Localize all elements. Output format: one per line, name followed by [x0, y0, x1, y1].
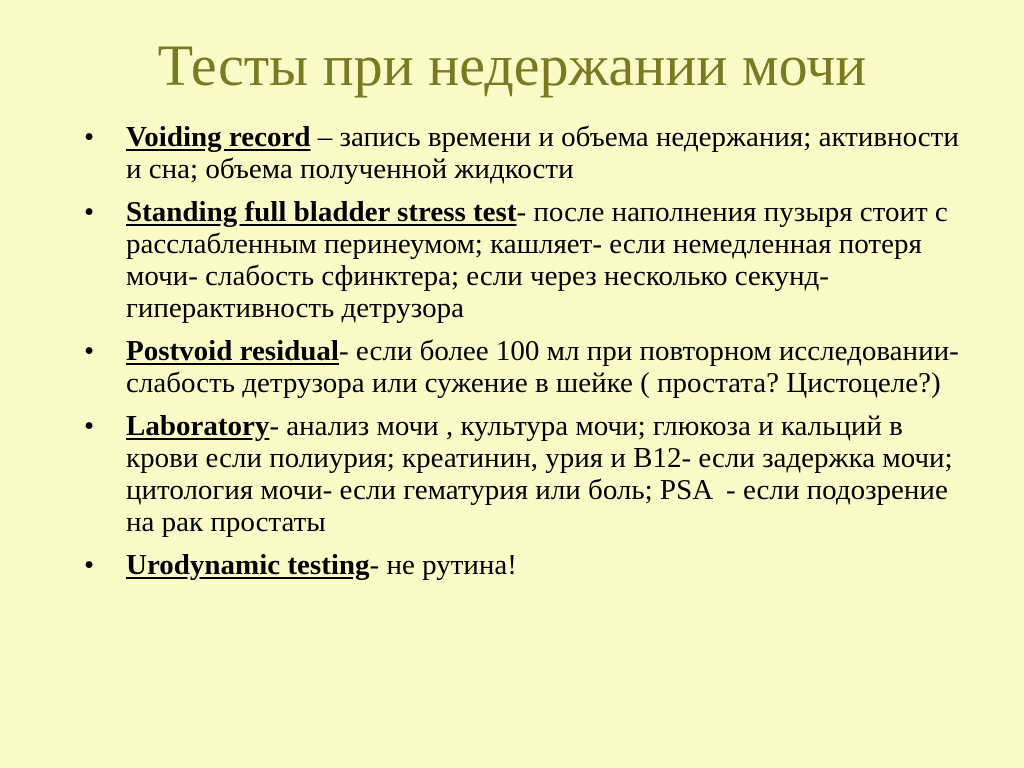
bullet-list	[84, 121, 964, 592]
bullet-item-laboratory	[84, 410, 964, 538]
bullet-text: - после наполнения пузыря стоит с расслабленным перинеумом; кашляет- если немедленная потеря мочи- слабость сфинктера; если через несколько секунд- гиперактивность детрузора	[126, 196, 948, 324]
bullet-text: - не рутина!	[369, 549, 517, 581]
bullet-text: – запись времени и объема недержания; активности и сна; объема полученной жидкости	[126, 121, 959, 185]
bullet-item-voiding-record	[84, 121, 964, 185]
bullet-item-postvoid-residual	[84, 335, 964, 399]
bullet-term: Standing full bladder stress test	[126, 196, 517, 228]
bullet-item-urodynamic-testing	[84, 549, 964, 581]
bullet-icon: •	[84, 121, 95, 153]
bullet-text: - если более 100 мл при повторном исследовании- слабость детрузора или сужение в шейке ( простата? Цистоцеле?)	[126, 335, 959, 399]
bullet-term: Postvoid residual	[126, 335, 339, 367]
bullet-icon: •	[84, 196, 95, 228]
slide-title: Тесты при недержании мочи	[157, 33, 867, 98]
bullet-icon: •	[84, 335, 95, 367]
bullet-icon: •	[84, 410, 95, 442]
bullet-term: Voiding record	[126, 121, 311, 153]
bullet-icon: •	[84, 549, 95, 581]
bullet-term: Urodynamic testing	[126, 549, 370, 581]
bullet-term: Laboratory	[126, 410, 270, 442]
bullet-item-stress-test	[84, 196, 964, 324]
bullet-text: - анализ мочи , культура мочи; глюкоза и кальций в крови если полиурия; креатинин, урия и В12- если задержка мочи; цитология мочи- если гематурия или боль; PSA - если подозрение на рак простаты	[126, 410, 960, 538]
